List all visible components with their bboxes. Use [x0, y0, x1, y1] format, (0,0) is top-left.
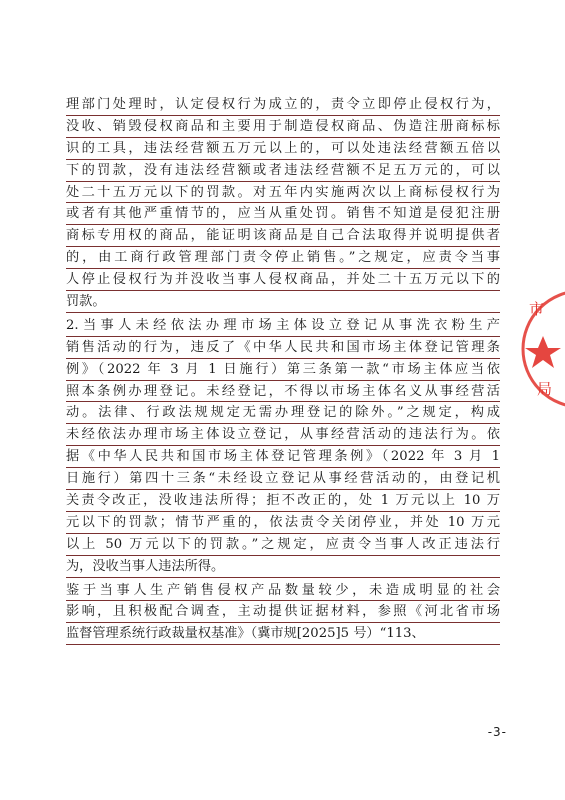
text-line: 罚款。 — [66, 291, 500, 313]
text-line: 理部门处理时，认定侵权行为成立的，责令立即停止侵权行为， — [66, 94, 500, 116]
text-line: 据《中华人民共和国市场主体登记管理条例》（2022 年 3 月 1 — [66, 446, 500, 468]
page-number: -3- — [487, 725, 507, 739]
official-seal-stamp — [515, 288, 565, 410]
text-line: 下的罚款，没有违法经营额或者违法经营额不足五万元的，可以 — [66, 160, 500, 182]
text-line: 动。法律、行政法规规定无需办理登记的除外。”之规定，构成 — [66, 402, 500, 424]
text-line: 影响，且积极配合调查，主动提供证据材料，参照《河北省市场 — [66, 601, 500, 623]
text-line: 以上 50 万元以下的罚款。”之规定，应责令当事人改正违法行 — [66, 534, 500, 556]
text-line: 监督管理系统行政裁量权基准》（冀市规[2025]5 号）“113、 — [66, 623, 500, 645]
text-line: 人停止侵权行为并没收当事人侵权商品，并处二十五万元以下的 — [66, 269, 500, 291]
text-line: 2.当事人未经依法办理市场主体设立登记从事洗衣粉生产 — [66, 315, 500, 337]
paragraph-mitigation — [66, 580, 500, 646]
text-line: 元以下的罚款；情节严重的，依法责令关闭停业，并处 10 万元 — [66, 512, 500, 534]
text-line: 日施行）第四十三条“未经设立登记从事经营活动的，由登记机 — [66, 468, 500, 490]
text-line: 未经依法办理市场主体设立登记，从事经营活动的违法行为。依 — [66, 424, 500, 446]
text-line: 识的工具，违法经营额五万元以上的，可以处违法经营额五倍以 — [66, 138, 500, 160]
text-line: 例》（2022 年 3 月 1 日施行）第三条第一款“市场主体应当依 — [66, 359, 500, 381]
text-line: 为，没收当事人违法所得。 — [66, 556, 500, 578]
paragraph-penalty-trademark — [66, 94, 500, 313]
text-line: 鉴于当事人生产销售侵权产品数量较少，未造成明显的社会 — [66, 580, 500, 602]
text-line: 或者有其他严重情节的，应当从重处罚。销售不知道是侵犯注册 — [66, 203, 500, 225]
text-line: 照本条例办理登记。未经登记，不得以市场主体名义从事经营活 — [66, 381, 500, 403]
text-line: 商标专用权的商品，能证明该商品是自己合法取得并说明提供者 — [66, 225, 500, 247]
text-line: 关责令改正，没收违法所得；拒不改正的，处 1 万元以上 10 万 — [66, 490, 500, 512]
document-body — [66, 94, 500, 645]
text-line: 处二十五万元以下的罚款。对五年内实施两次以上商标侵权行为 — [66, 182, 500, 204]
paragraph-registration-violation — [66, 315, 500, 578]
seal-text-top: 市 — [529, 300, 545, 318]
text-line: 没收、销毁侵权商品和主要用于制造侵权商品、伪造注册商标标 — [66, 116, 500, 138]
text-line: 的，由工商行政管理部门责令停止销售。”之规定，应责令当事 — [66, 247, 500, 269]
text-line: 销售活动的行为，违反了《中华人民共和国市场主体登记管理条 — [66, 337, 500, 359]
seal-text-bottom: 局 — [537, 380, 553, 398]
